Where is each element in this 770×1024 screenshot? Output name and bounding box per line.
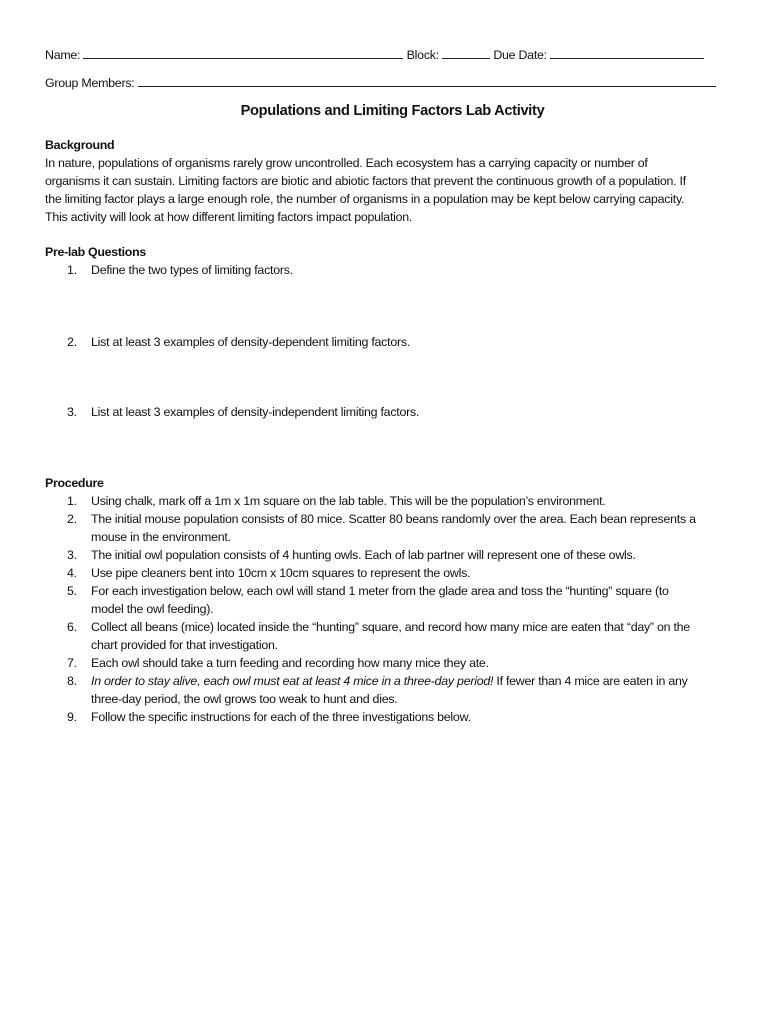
background-paragraph bbox=[45, 154, 730, 226]
step-number: 8. bbox=[67, 674, 77, 688]
procedure-step bbox=[45, 672, 730, 708]
group-members-blank[interactable] bbox=[138, 74, 716, 87]
question-text: List at least 3 examples of density-independent limiting factors. bbox=[91, 405, 420, 419]
header-group-row bbox=[45, 74, 730, 92]
prelab-questions-list bbox=[45, 261, 730, 421]
question-number: 1. bbox=[67, 263, 77, 277]
background-line: organisms it can sustain. Limiting factors are biotic and abiotic factors that prevent the continuous growth of a population. If bbox=[45, 174, 686, 188]
procedure-heading: Procedure bbox=[45, 476, 104, 490]
procedure-steps-list bbox=[45, 492, 730, 726]
question-number: 3. bbox=[67, 405, 77, 419]
procedure-step bbox=[45, 582, 730, 618]
group-members-label: Group Members: bbox=[45, 76, 135, 90]
step-number: 9. bbox=[67, 710, 77, 724]
step-number: 7. bbox=[67, 656, 77, 670]
step-rest-text: If fewer than 4 mice are eaten in any bbox=[493, 674, 688, 688]
step-text: chart provided for that investigation. bbox=[91, 638, 278, 652]
procedure-step bbox=[45, 492, 730, 510]
prelab-heading: Pre-lab Questions bbox=[45, 245, 146, 259]
step-text: Use pipe cleaners bent into 10cm x 10cm squares to represent the owls. bbox=[91, 566, 471, 580]
block-label: Block: bbox=[406, 48, 439, 62]
question-text: Define the two types of limiting factors. bbox=[91, 263, 293, 277]
worksheet-page bbox=[45, 46, 730, 726]
prelab-question bbox=[45, 333, 730, 351]
background-heading: Background bbox=[45, 138, 115, 152]
step-text: Collect all beans (mice) located inside the “hunting” square, and record how many mice are eaten that “day” on the bbox=[91, 620, 690, 634]
step-number: 6. bbox=[67, 620, 77, 634]
step-text: The initial owl population consists of 4 hunting owls. Each of lab partner will represent one of these owls. bbox=[91, 548, 636, 562]
step-text bbox=[91, 672, 730, 690]
procedure-step bbox=[45, 708, 730, 726]
background-line: This activity will look at how different limiting factors impact population. bbox=[45, 210, 413, 224]
step-number: 3. bbox=[67, 548, 77, 562]
name-label: Name: bbox=[45, 48, 81, 62]
background-line: In nature, populations of organisms rarely grow uncontrolled. Each ecosystem has a carrying capacity or number of bbox=[45, 156, 648, 170]
due-date-label: Due Date: bbox=[493, 48, 547, 62]
procedure-step bbox=[45, 510, 730, 546]
step-number: 1. bbox=[67, 494, 77, 508]
step-number: 5. bbox=[67, 584, 77, 598]
prelab-question bbox=[45, 261, 730, 279]
step-text: For each investigation below, each owl will stand 1 meter from the glade area and toss the “hunting” square (to bbox=[91, 584, 669, 598]
page-title: Populations and Limiting Factors Lab Activity bbox=[240, 103, 545, 119]
step-number: 4. bbox=[67, 566, 77, 580]
step-text: Using chalk, mark off a 1m x 1m square on the lab table. This will be the population’s environment. bbox=[91, 494, 606, 508]
procedure-step bbox=[45, 654, 730, 672]
procedure-step bbox=[45, 546, 730, 564]
step-text: Follow the specific instructions for each of the three investigations below. bbox=[91, 710, 471, 724]
step-text: mouse in the environment. bbox=[91, 530, 231, 544]
step-text: Each owl should take a turn feeding and recording how many mice they ate. bbox=[91, 656, 489, 670]
step-italic-text: In order to stay alive, each owl must eat at least 4 mice in a three-day period! bbox=[91, 674, 494, 688]
step-text: The initial mouse population consists of 80 mice. Scatter 80 beans randomly over the area. Each bean represents a bbox=[91, 512, 696, 526]
step-text: three-day period, the owl grows too weak to hunt and dies. bbox=[91, 692, 398, 706]
name-blank[interactable] bbox=[83, 46, 403, 59]
step-text: model the owl feeding). bbox=[91, 602, 214, 616]
background-line: the limiting factor plays a large enough role, the number of organisms in a population may be kept below carrying capacity. bbox=[45, 192, 685, 206]
due-date-blank[interactable] bbox=[550, 46, 704, 59]
step-number: 2. bbox=[67, 512, 77, 526]
question-number: 2. bbox=[67, 335, 77, 349]
procedure-step bbox=[45, 564, 730, 582]
prelab-question bbox=[45, 403, 730, 421]
block-blank[interactable] bbox=[442, 46, 490, 59]
procedure-step bbox=[45, 618, 730, 654]
question-text: List at least 3 examples of density-dependent limiting factors. bbox=[91, 335, 410, 349]
header-name-row bbox=[45, 46, 730, 64]
